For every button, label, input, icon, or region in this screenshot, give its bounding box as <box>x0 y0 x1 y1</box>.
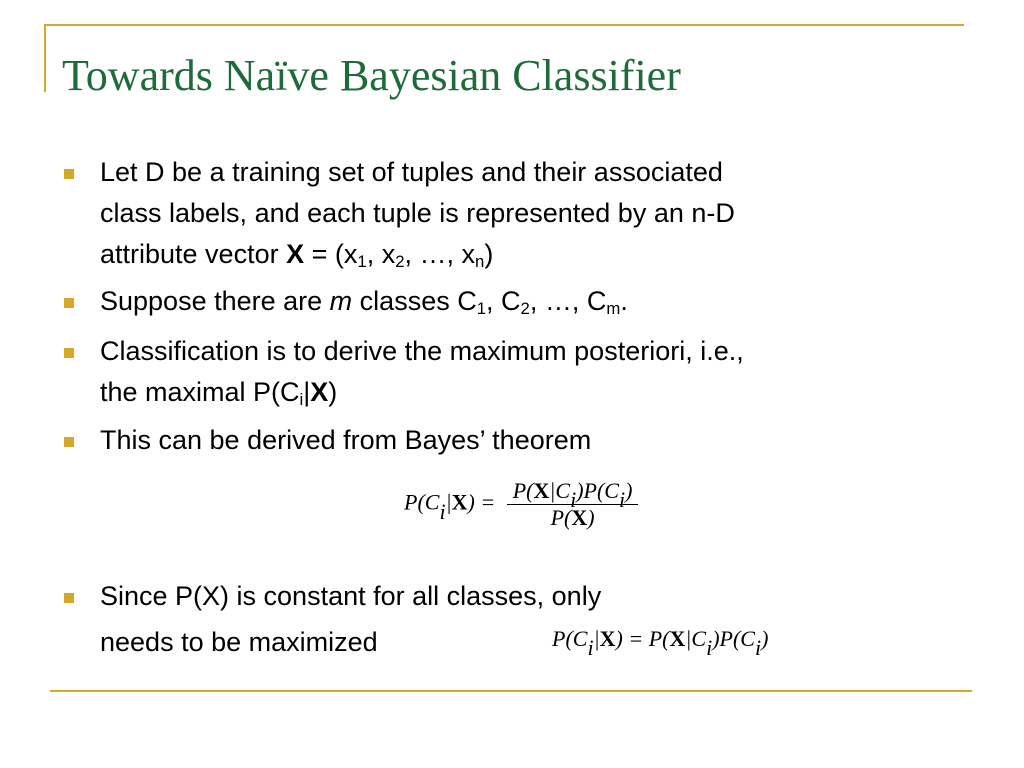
frame-left-accent <box>44 24 46 92</box>
frame-bottom-rule <box>50 690 972 692</box>
bayes-fraction <box>507 478 639 531</box>
bullet-1-line-3: attribute vector $X = (x_1$, $x_2$, …, $x_n$) <box>100 239 494 272</box>
frame-top-rule <box>44 24 964 26</box>
bullet-text-bayes: This can be derived from Bayes’ theorem <box>100 425 592 455</box>
bullet-square-icon <box>64 437 74 447</box>
bullet-1-line-1: Let D be a training set of tuples and their associated <box>100 157 723 187</box>
bullet-square-icon <box>64 348 74 358</box>
bullet-3-line-2: the maximal $P(C_i|X)$ <box>100 377 338 410</box>
fraction-numerator: P(X|Ci)P(Ci) <box>507 478 639 505</box>
bullet-square-icon <box>64 593 74 603</box>
bullet-5-line-1: Since P(X) is constant for all classes, only <box>100 581 602 611</box>
bullet-text-maximize <box>100 576 930 663</box>
bullet-text-classification <box>100 331 930 413</box>
bullet-text-classes: Suppose there are m classes $C_1$, $C_2$, …, $C_m$. <box>100 286 628 319</box>
bullet-5-line-2: needs to be maximized <box>100 627 378 657</box>
bullet-square-icon <box>64 298 74 308</box>
bullet-3-line-1: Classification is to derive the maximum posteriori, i.e., <box>100 336 744 366</box>
bullet-square-icon <box>64 169 74 179</box>
bayes-theorem-formula: P(Ci|X) = $\frac{P(X|Ci)P(Ci)}{P(X)}$ <box>404 478 638 531</box>
maximize-formula: P(Ci|X) = P(X|Ci)P(Ci) <box>552 626 769 660</box>
fraction-denominator: P(X) <box>550 505 595 530</box>
slide-title: Towards Naïve Bayesian Classifier <box>62 51 681 100</box>
bullet-1-line-2: class labels, and each tuple is represented by an n-D <box>100 198 735 228</box>
bullet-text-training-set <box>100 152 930 275</box>
